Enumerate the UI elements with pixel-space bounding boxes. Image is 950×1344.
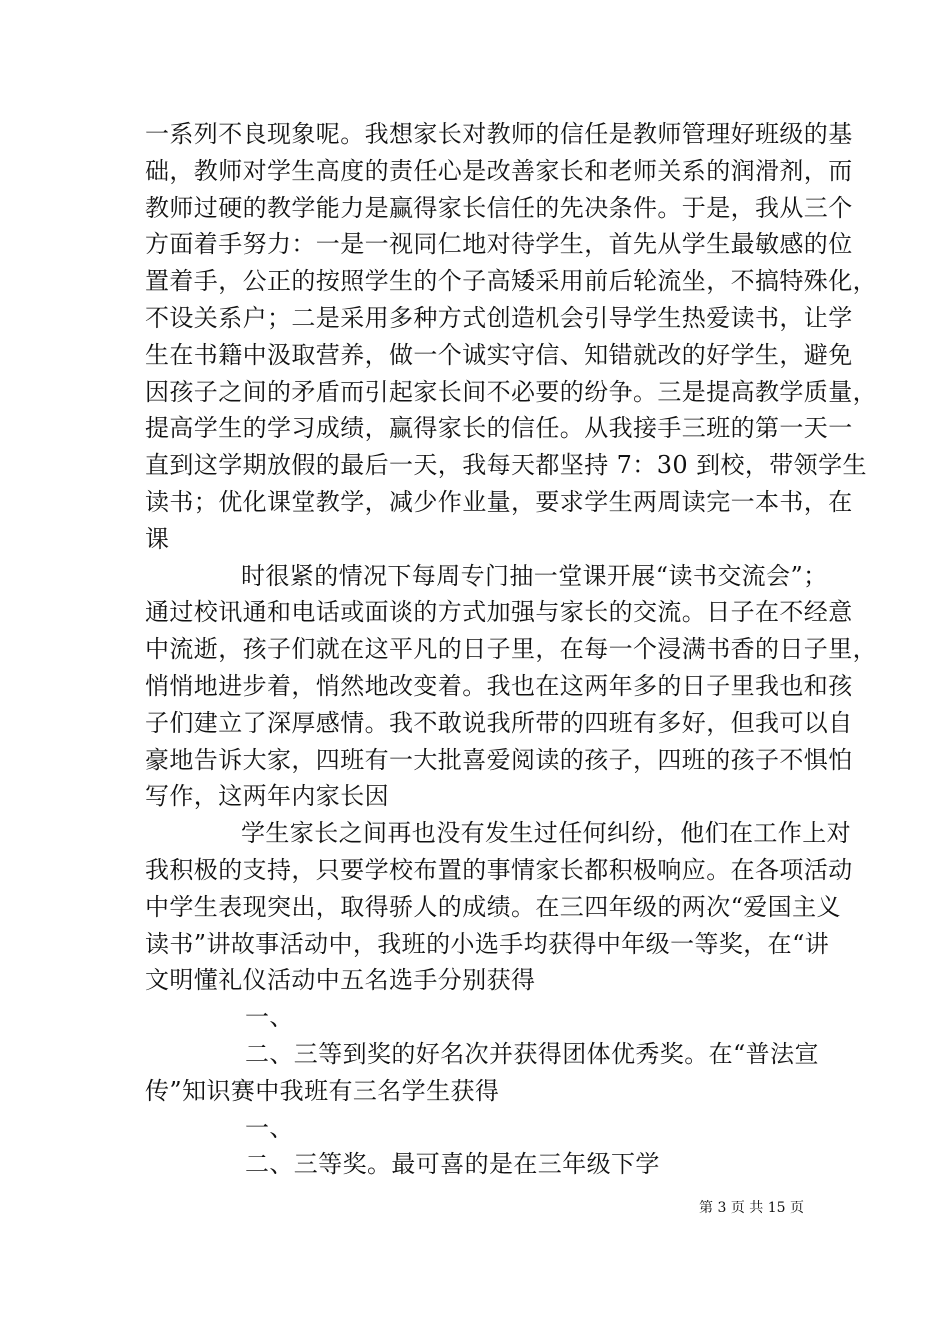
text-line: 置着手，公正的按照学生的个子高矮采用前后轮流坐，不搞特殊化， bbox=[145, 267, 877, 296]
paragraph-start-line: 学生家长之间再也没有发生过任何纠纷，他们在工作上对 bbox=[241, 819, 851, 848]
text-line: 中学生表现突出，取得骄人的成绩。在三四年级的两次“爱国主义 bbox=[145, 892, 841, 921]
text-line: 因孩子之间的矛盾而引起家长间不必要的纷争。三是提高教学质量， bbox=[145, 377, 877, 406]
text-line: 悄悄地进步着，悄然地改变着。我也在这两年多的日子里我也和孩 bbox=[145, 671, 853, 700]
text-line: 中流逝，孩子们就在这平凡的日子里，在每一个浸满书香的日子里， bbox=[145, 635, 877, 664]
text-line: 传”知识赛中我班有三名学生获得 bbox=[145, 1076, 500, 1105]
text-line: 础，教师对学生高度的责任心是改善家长和老师关系的润滑剂，而 bbox=[145, 156, 853, 185]
text-line: 课 bbox=[145, 524, 170, 553]
page-number-footer: 第 3 页 共 15 页 bbox=[699, 1200, 804, 1216]
paragraph-start-line: 二、三等奖。最可喜的是在三年级下学 bbox=[245, 1150, 660, 1179]
text-line: 方面着手努力：一是一视同仁地对待学生，首先从学生最敏感的位 bbox=[145, 230, 853, 259]
document-body bbox=[145, 116, 877, 1183]
text-line: 通过校讯通和电话或面谈的方式加强与家长的交流。日子在不经意 bbox=[145, 598, 853, 627]
paragraph-start-line: 二、三等到奖的好名次并获得团体优秀奖。在“普法宣 bbox=[245, 1039, 819, 1068]
text-line: 提高学生的学习成绩，赢得家长的信任。从我接手三班的第一天一 bbox=[145, 414, 853, 443]
text-line: 不设关系户；二是采用多种方式创造机会引导学生热爱读书，让学 bbox=[145, 303, 853, 332]
text-line: 教师过硬的教学能力是赢得家长信任的先决条件。于是，我从三个 bbox=[145, 193, 853, 222]
text-line: 读书；优化课堂教学，减少作业量，要求学生两周读完一本书，在 bbox=[145, 487, 853, 516]
text-line: 豪地告诉大家，四班有一大批喜爱阅读的孩子，四班的孩子不惧怕 bbox=[145, 745, 853, 774]
text-line: 我积极的支持，只要学校布置的事情家长都积极响应。在各项活动 bbox=[145, 855, 853, 884]
text-line: 子们建立了深厚感情。我不敢说我所带的四班有多好，但我可以自 bbox=[145, 708, 853, 737]
list-marker-line: 一、 bbox=[245, 1113, 294, 1142]
text-line: 读书”讲故事活动中，我班的小选手均获得中年级一等奖，在“讲 bbox=[145, 929, 830, 958]
text-line: 写作，这两年内家长因 bbox=[145, 782, 389, 811]
paragraph-start-line: 时很紧的情况下每周专门抽一堂课开展“读书交流会”； bbox=[241, 561, 828, 590]
text-line: 生在书籍中汲取营养，做一个诚实守信、知错就改的好学生，避免 bbox=[145, 340, 853, 369]
list-marker-line: 一、 bbox=[245, 1003, 294, 1032]
text-line: 直到这学期放假的最后一天，我每天都坚持 7：30 到校，带领学生 bbox=[145, 451, 867, 480]
text-line: 一系列不良现象呢。我想家长对教师的信任是教师管理好班级的基 bbox=[145, 120, 853, 148]
text-line: 文明懂礼仪活动中五名选手分别获得 bbox=[145, 966, 536, 995]
